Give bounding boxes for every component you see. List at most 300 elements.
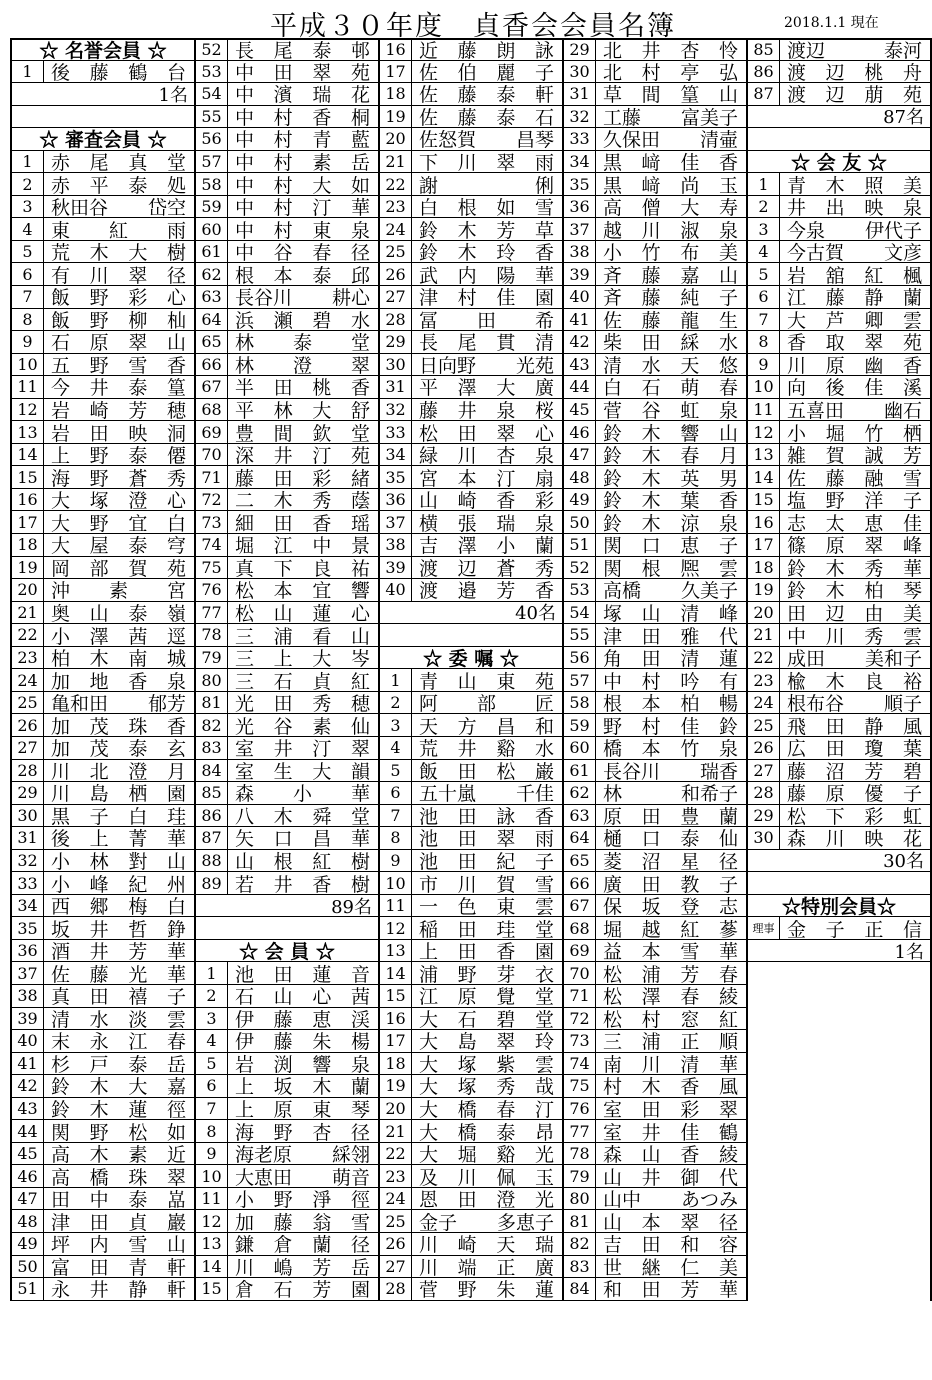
member-number: 57: [196, 151, 228, 173]
member-name: 小 林 對 山: [51, 850, 186, 873]
member-number: 49: [564, 489, 596, 511]
member-number: 3: [380, 714, 412, 736]
member-name: 森 山 香 綾: [603, 1144, 738, 1167]
member-number: 34: [380, 444, 412, 466]
member-name: 沖 素 宮: [51, 580, 186, 603]
member-name: 広 田 瓊 葉: [787, 738, 922, 761]
member-number: 76: [564, 1098, 596, 1120]
member-number: 83: [196, 737, 228, 759]
member-number: 61: [564, 760, 596, 782]
member-name: 光 田 秀 穂: [235, 693, 370, 716]
member-number: 3: [748, 218, 780, 240]
member-name: 岩 田 映 洞: [51, 422, 186, 445]
member-name: 飯 野 彩 心: [51, 287, 186, 310]
member-number: 74: [196, 534, 228, 556]
member-number: 2: [196, 985, 228, 1007]
member-number: 48: [564, 466, 596, 488]
member-name: 日向野 光苑: [419, 354, 554, 377]
member-name: 杉 戸 泰 岳: [51, 1053, 186, 1076]
member-name: 小 竹 布 美: [603, 242, 738, 265]
member-number: 60: [564, 737, 596, 759]
member-name: 清 水 天 悠: [603, 354, 738, 377]
member-number: 11: [196, 1188, 228, 1210]
member-row: [380, 579, 562, 602]
member-name: 八 木 舜 堂: [235, 805, 370, 828]
member-name: 上 田 香 園: [419, 941, 554, 964]
member-number: 2: [12, 173, 44, 195]
member-name: 矢 口 昌 華: [235, 828, 370, 851]
member-number: 9: [196, 1143, 228, 1165]
member-name: 柏 木 南 城: [51, 648, 186, 671]
member-name: 保 坂 登 志: [603, 896, 738, 919]
member-number: 17: [748, 534, 780, 556]
member-number: 3: [12, 196, 44, 218]
member-name: 一 色 東 雲: [419, 896, 554, 919]
member-name: 森 川 映 花: [787, 828, 922, 851]
member-row: [196, 872, 378, 895]
member-name: 光 谷 素 仙: [235, 715, 370, 738]
member-number: 19: [380, 1075, 412, 1097]
member-name: 藤 原 優 子: [787, 783, 922, 806]
member-row: [196, 1278, 378, 1301]
member-name: 五喜田 幽石: [787, 400, 922, 423]
member-number: 33: [380, 421, 412, 443]
member-name: 室 井 佳 鶴: [603, 1121, 738, 1144]
member-number: 1: [380, 669, 412, 691]
member-number: 53: [196, 61, 228, 83]
member-number: 9: [12, 331, 44, 353]
member-number: 81: [196, 692, 228, 714]
member-name: 半 田 桃 香: [235, 377, 370, 400]
member-name: 大恵田 萌音: [235, 1166, 370, 1189]
member-name: 和 田 芳 華: [603, 1279, 738, 1302]
member-name: 倉 石 芳 園: [235, 1279, 370, 1302]
as-of-date: 2018.1.1 現在: [784, 15, 879, 31]
member-number: 49: [12, 1233, 44, 1255]
member-name: 飛 田 静 風: [787, 715, 922, 738]
member-name: 豊 間 欽 堂: [235, 422, 370, 445]
member-name: 大 野 宜 白: [51, 512, 186, 535]
member-name: 長 尾 泰 邨: [235, 40, 370, 63]
member-number: 67: [196, 376, 228, 398]
member-row: [12, 61, 194, 84]
page-title: 平成３０年度 貞香会会員名簿: [270, 11, 676, 42]
member-number: 42: [564, 331, 596, 353]
member-name: 中 村 香 桐: [235, 106, 370, 129]
member-name: 渡 邉 芳 香: [419, 580, 554, 603]
member-number: 87: [196, 827, 228, 849]
member-number: 35: [380, 466, 412, 488]
member-name: 鈴 木 柏 琴: [787, 580, 922, 603]
member-name: 中 村 東 泉: [235, 219, 370, 242]
member-name: 金 子 正 信: [787, 918, 922, 941]
member-name: 川 嶋 芳 岳: [235, 1256, 370, 1279]
member-number: 5: [12, 241, 44, 263]
member-name: 山 本 翠 径: [603, 1211, 738, 1234]
member-name: 塚 山 清 峰: [603, 602, 738, 625]
member-number: 60: [196, 218, 228, 240]
member-name: 小 野 淨 徑: [235, 1189, 370, 1212]
member-number: 25: [380, 241, 412, 263]
member-name: 楡 木 良 裕: [787, 670, 922, 693]
member-name: 岩 崎 芳 穂: [51, 400, 186, 423]
member-number: 14: [12, 444, 44, 466]
section-header: ☆ 委 嘱 ☆: [380, 647, 562, 670]
member-name: 大 塚 紫 雲: [419, 1053, 554, 1076]
member-name: 阿 部 匠: [419, 693, 554, 716]
member-name: 橋 本 竹 泉: [603, 738, 738, 761]
member-name: 長 尾 貫 清: [419, 332, 554, 355]
member-number: 43: [12, 1098, 44, 1120]
member-number: 86: [748, 61, 780, 83]
member-number: 7: [748, 309, 780, 331]
member-number: 29: [380, 331, 412, 353]
member-name: 赤 尾 真 堂: [51, 152, 186, 175]
member-number: 26: [12, 714, 44, 736]
member-number: 22: [380, 1143, 412, 1165]
member-number: 56: [564, 647, 596, 669]
member-number: 65: [564, 850, 596, 872]
member-name: 大 塚 秀 哉: [419, 1076, 554, 1099]
member-name: 鈴 木 秀 華: [787, 557, 922, 580]
member-number: 38: [12, 985, 44, 1007]
member-number: 16: [748, 511, 780, 533]
member-name: 武 内 陽 華: [419, 264, 554, 287]
member-number: 76: [196, 579, 228, 601]
member-name: 鈴 木 玲 香: [419, 242, 554, 265]
member-number: 1: [196, 962, 228, 984]
member-number: 46: [564, 421, 596, 443]
member-number: 44: [564, 376, 596, 398]
member-name: 若 井 香 樹: [235, 873, 370, 896]
member-name: 鈴 木 英 男: [603, 467, 738, 490]
member-number: 18: [380, 1053, 412, 1075]
member-number: 70: [564, 962, 596, 984]
member-name: 白 根 如 雪: [419, 197, 554, 220]
member-name: 高 橋 珠 翠: [51, 1166, 186, 1189]
member-number: 18: [12, 534, 44, 556]
member-number: 40: [380, 579, 412, 601]
member-number: 6: [380, 782, 412, 804]
member-number: 58: [564, 692, 596, 714]
member-number: 45: [12, 1143, 44, 1165]
member-name: 黒 﨑 佳 香: [603, 152, 738, 175]
member-name: 川 島 栖 園: [51, 783, 186, 806]
member-number: 20: [12, 579, 44, 601]
member-number: 9: [380, 850, 412, 872]
member-row: [748, 83, 930, 106]
member-name: 益 本 雪 華: [603, 941, 738, 964]
member-name: 宮 本 汀 扇: [419, 467, 554, 490]
member-name: 林 泰 堂: [235, 332, 370, 355]
member-number: 31: [564, 83, 596, 105]
member-number: 87: [748, 83, 780, 105]
member-number: 39: [12, 1008, 44, 1030]
member-name: 向 後 佳 溪: [787, 377, 922, 400]
member-number: 28: [380, 1278, 412, 1300]
member-number: 19: [12, 557, 44, 579]
member-name: 山 井 御 代: [603, 1166, 738, 1189]
member-name: 後 藤 鶴 台: [51, 61, 186, 84]
member-number: 47: [564, 444, 596, 466]
member-name: 亀和田 郁芳: [51, 693, 186, 716]
member-number: 75: [196, 557, 228, 579]
member-number: 37: [12, 962, 44, 984]
member-name: 有 川 翠 径: [51, 264, 186, 287]
member-number: 17: [380, 1030, 412, 1052]
member-name: 東 紅 雨: [51, 219, 186, 242]
member-name: 富 田 青 軒: [51, 1256, 186, 1279]
member-number: 5: [196, 1053, 228, 1075]
member-number: 18: [380, 83, 412, 105]
member-name: 菅 谷 虹 泉: [603, 400, 738, 423]
member-number: 10: [12, 354, 44, 376]
section-header: ☆ 会 員 ☆: [196, 940, 378, 963]
member-name: 南 川 清 華: [603, 1053, 738, 1076]
member-number: 27: [380, 1256, 412, 1278]
member-number: 10: [196, 1165, 228, 1187]
member-number: 51: [12, 1278, 44, 1300]
member-name: 大 島 翠 玲: [419, 1031, 554, 1054]
member-number: 7: [196, 1098, 228, 1120]
member-name: 斉 藤 嘉 山: [603, 264, 738, 287]
member-name: 堀 越 紅 蔘: [603, 918, 738, 941]
member-name: 根 本 泰 邱: [235, 264, 370, 287]
member-number: 3: [196, 1008, 228, 1030]
member-name: 秋田谷 岱空: [51, 197, 186, 220]
member-number: 84: [196, 760, 228, 782]
section-total: 1名: [748, 940, 930, 963]
member-name: 松 下 彩 虹: [787, 805, 922, 828]
member-name: 根 本 柏 暢: [603, 693, 738, 716]
member-number: 13: [196, 1233, 228, 1255]
member-number: 28: [748, 782, 780, 804]
member-number: 28: [380, 309, 412, 331]
member-name: 川 北 澄 月: [51, 760, 186, 783]
member-name: 松 田 翠 心: [419, 422, 554, 445]
member-name: 中 濱 瑞 花: [235, 84, 370, 107]
member-name: 黒 﨑 尚 玉: [603, 174, 738, 197]
member-number: 40: [12, 1030, 44, 1052]
member-number: 25: [12, 692, 44, 714]
member-number: 34: [564, 151, 596, 173]
member-name: 久保田 清壷: [603, 129, 738, 152]
member-number: 78: [196, 624, 228, 646]
member-name: 平 澤 大 廣: [419, 377, 554, 400]
member-name: 鈴 木 涼 泉: [603, 512, 738, 535]
member-name: 松 本 宜 響: [235, 580, 370, 603]
section-header: ☆ 審査会員 ☆: [12, 128, 194, 151]
member-number: 26: [380, 263, 412, 285]
member-number: 12: [380, 917, 412, 939]
member-name: 下 川 翠 雨: [419, 152, 554, 175]
member-number: 26: [748, 737, 780, 759]
member-name: 黒 子 白 珪: [51, 805, 186, 828]
member-number: 85: [196, 782, 228, 804]
member-number: 67: [564, 895, 596, 917]
section-total: 89名: [196, 895, 378, 918]
member-number: 31: [380, 376, 412, 398]
member-name: 鈴 木 芳 草: [419, 219, 554, 242]
member-name: 江 原 覺 堂: [419, 986, 554, 1009]
member-number: 56: [196, 128, 228, 150]
member-name: 五十嵐 千佳: [419, 783, 554, 806]
member-number: 64: [564, 827, 596, 849]
member-name: 工藤 富美子: [603, 106, 738, 129]
member-name: 小 澤 茜 逕: [51, 625, 186, 648]
member-name: 藤 沼 芳 碧: [787, 760, 922, 783]
member-number: 54: [564, 602, 596, 624]
member-name: 荒 井 谿 水: [419, 738, 554, 761]
member-name: 田 辺 由 美: [787, 602, 922, 625]
member-name: 北 村 亭 弘: [603, 61, 738, 84]
member-name: 金子 多恵子: [419, 1211, 554, 1234]
member-number: 23: [380, 1165, 412, 1187]
member-name: 加 藤 翁 雪: [235, 1211, 370, 1234]
section-header: ☆ 会 友 ☆: [748, 151, 930, 174]
member-name: 北 井 杏 怜: [603, 40, 738, 63]
member-number: 8: [748, 331, 780, 353]
member-number: 68: [564, 917, 596, 939]
member-name: 海老原 綵翎: [235, 1144, 370, 1167]
member-name: 関 口 恵 子: [603, 535, 738, 558]
member-number: 62: [196, 263, 228, 285]
member-number: 29: [12, 782, 44, 804]
member-number: 41: [564, 309, 596, 331]
member-number: 15: [748, 489, 780, 511]
member-name: 山 崎 香 彩: [419, 490, 554, 513]
member-number: 81: [564, 1210, 596, 1232]
member-number: 23: [12, 647, 44, 669]
member-number: 39: [564, 263, 596, 285]
member-number: 27: [748, 760, 780, 782]
member-name: 香 取 翠 苑: [787, 332, 922, 355]
member-name: 塩 野 洋 子: [787, 490, 922, 513]
member-name: 中 村 汀 華: [235, 197, 370, 220]
member-number: 89: [196, 872, 228, 894]
roster-column: [10, 38, 196, 1301]
member-name: 天 方 昌 和: [419, 715, 554, 738]
member-number: 73: [564, 1030, 596, 1052]
member-name: 鎌 倉 蘭 径: [235, 1234, 370, 1257]
member-number: 12: [748, 421, 780, 443]
member-number: 19: [380, 106, 412, 128]
member-number: 72: [564, 1008, 596, 1030]
member-name: 横 張 瑞 泉: [419, 512, 554, 535]
member-number: 55: [196, 106, 228, 128]
member-number: 54: [196, 83, 228, 105]
member-number: 15: [196, 1278, 228, 1300]
member-number: 52: [564, 557, 596, 579]
member-number: 31: [12, 827, 44, 849]
member-name: 池 田 蓮 音: [235, 963, 370, 986]
member-number: 50: [564, 511, 596, 533]
member-number: 46: [12, 1165, 44, 1187]
member-number: 69: [196, 421, 228, 443]
member-row: [380, 1278, 562, 1301]
member-number: 88: [196, 850, 228, 872]
member-number: 10: [380, 872, 412, 894]
member-name: 成田 美和子: [787, 648, 922, 671]
member-name: 深 井 汀 苑: [235, 445, 370, 468]
member-number: 11: [748, 399, 780, 421]
member-number: 28: [12, 760, 44, 782]
member-number: 32: [564, 106, 596, 128]
member-number: 18: [748, 557, 780, 579]
member-number: 1: [12, 151, 44, 173]
member-number: 24: [748, 692, 780, 714]
member-name: 上 坂 木 蘭: [235, 1076, 370, 1099]
member-number: 84: [564, 1278, 596, 1300]
member-name: 三 石 貞 紅: [235, 670, 370, 693]
roster-column: [564, 38, 748, 1301]
member-number: 14: [196, 1256, 228, 1278]
member-name: 真 下 良 祐: [235, 557, 370, 580]
member-name: 廣 田 教 子: [603, 873, 738, 896]
member-name: 三 浦 看 山: [235, 625, 370, 648]
member-number: 25: [748, 714, 780, 736]
member-name: 三 浦 正 順: [603, 1031, 738, 1054]
member-name: 池 田 詠 香: [419, 805, 554, 828]
member-name: 志 太 恵 佳: [787, 512, 922, 535]
member-name: 渡 辺 蒼 秀: [419, 557, 554, 580]
member-name: 真 田 禧 子: [51, 986, 186, 1009]
member-number: 50: [12, 1256, 44, 1278]
member-number: 34: [12, 895, 44, 917]
roster-column: [748, 38, 932, 1301]
member-number: 8: [196, 1120, 228, 1142]
member-roster: [10, 38, 932, 1301]
member-number: 68: [196, 399, 228, 421]
member-name: 篠 原 翠 峰: [787, 535, 922, 558]
member-name: 川 端 正 廣: [419, 1256, 554, 1279]
member-name: 津 田 貞 巖: [51, 1211, 186, 1234]
member-number: 22: [12, 624, 44, 646]
member-number: 11: [380, 895, 412, 917]
member-number: 14: [380, 962, 412, 984]
member-name: 雑 賀 誠 芳: [787, 445, 922, 468]
section-total: 87名: [748, 106, 930, 129]
member-number: 21: [748, 624, 780, 646]
member-name: 小 峰 紀 州: [51, 873, 186, 896]
member-number: 43: [564, 354, 596, 376]
member-number: 7: [380, 805, 412, 827]
member-number: 21: [380, 151, 412, 173]
member-name: 今 井 泰 篁: [51, 377, 186, 400]
member-name: 川 原 幽 香: [787, 354, 922, 377]
member-name: 鈴 木 響 山: [603, 422, 738, 445]
member-number: 16: [380, 1008, 412, 1030]
member-number: 80: [196, 669, 228, 691]
member-name: 末 永 江 春: [51, 1031, 186, 1054]
member-name: 浦 野 芽 衣: [419, 963, 554, 986]
member-name: 稲 田 珪 堂: [419, 918, 554, 941]
member-number: 35: [564, 173, 596, 195]
member-name: 野 村 佳 鈴: [603, 715, 738, 738]
member-number: 30: [12, 805, 44, 827]
member-number: 74: [564, 1053, 596, 1075]
member-number: 71: [196, 466, 228, 488]
member-name: 中 谷 春 径: [235, 242, 370, 265]
member-number: 8: [380, 827, 412, 849]
member-name: 近 藤 朗 詠: [419, 40, 554, 63]
member-number: 6: [748, 286, 780, 308]
member-name: 草 間 篁 山: [603, 84, 738, 107]
member-name: 飯 野 柳 杣: [51, 309, 186, 332]
member-name: 飯 田 松 巌: [419, 760, 554, 783]
member-name: 池 田 翠 雨: [419, 828, 554, 851]
member-number: 5: [380, 760, 412, 782]
